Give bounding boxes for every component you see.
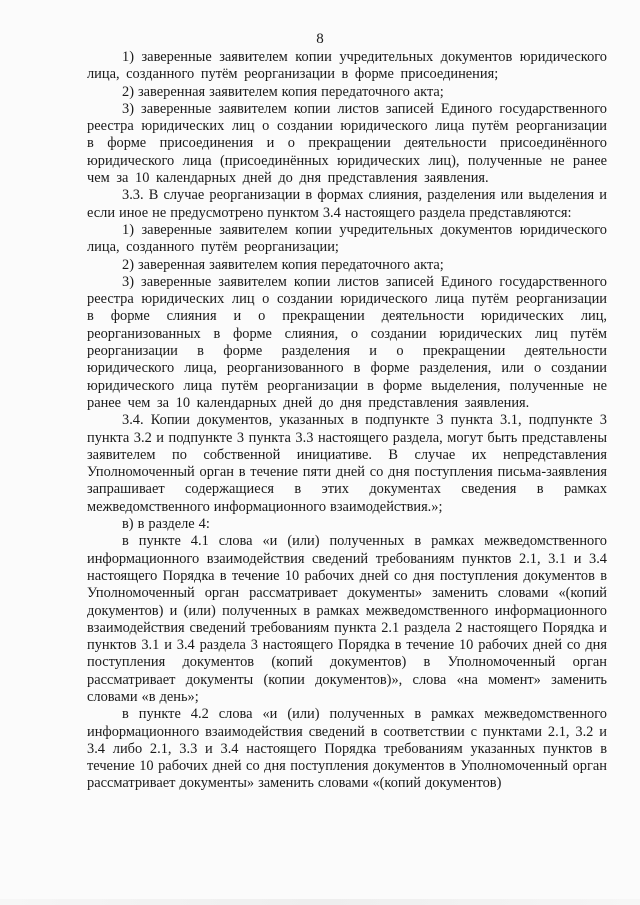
- scan-edge: [0, 899, 640, 905]
- document-body: [87, 49, 607, 793]
- paragraph-section-4-heading: в) в разделе 4:: [122, 516, 210, 533]
- paragraph-4-2-amendment: в пункте 4.2 слова «и (или) полученных в рамках межведомственного информационного взаимодействия сведений в соответствии с пунктами 2.1, 3.2 и 3.4 либо 2.1, 3.3 и 3.4 настоящего Порядка требованиям указанных пунктов в течение 10 рабочих дней со дня поступления документов в Уполномоченный орган рассматривает документы» заменить словами «(копий документов): [87, 706, 607, 792]
- paragraph-3-registry-records-merger: 3) заверенные заявителем копии листов записей Единого государственного реестра юридических лиц о создании юридического лица путём реорганизации в форме присоединения и о прекращении деятельности присоединённого юридического лица (присоединённых юридических лиц), полученные не ранее чем за 10 календарных дней до дня представления заявления.: [87, 100, 607, 187]
- paragraph-4-1-amendment: в пункте 4.1 слова «и (или) полученных в рамках межведомственного информационного взаимодействия сведений требованиям пунктов 2.1, 3.1 и 3.4 настоящего Порядка в течение 10 рабочих дней со дня поступления документов в Уполномоченный орган рассматривает документы» заменить словами «(копий документов) и (или) полученных в рамках межведомственного информационного взаимодействия сведений требованиям пункта 2.1 раздела 2 настоящего Порядка и пунктов 3.1 и 3.4 раздела 3 настоящего Порядка в течение 10 рабочих дней со дня поступления документов (копий документов) в Уполномоченный орган рассматривает документы (копии документов)», слова «на момент» заменить словами «в день»;: [87, 533, 607, 705]
- paragraph-3-registry-records-consolidation: 3) заверенные заявителем копии листов записей Единого государственного реестра юридических лиц о создании юридического лица путём реорганизации в форме слияния и о прекращении деятельности юридических лиц, реорганизованных в форме слияния, о создании юридических лиц путём реорганизации в форме разделения и о прекращении деятельности юридического лица, реорганизованного в форме разделения, или о создании юридического лица путём реорганизации в форме выделения, полученные не ранее чем за 10 календарных дней до дня представления заявления.: [87, 273, 607, 411]
- page-number: 8: [316, 31, 324, 47]
- paragraph-3-4-document-copies: 3.4. Копии документов, указанных в подпункте 3 пункта 3.1, подпункте 3 пункта 3.2 и подпункте 3 пункта 3.3 настоящего раздела, могут быть представлены заявителем по собственной инициативе. В случае их непредставления Уполномоченный орган в течение пяти дней со дня поступления письма-заявления запрашивает содержащиеся в этих документах сведения в рамках межведомственного информационного взаимодействия.»;: [87, 412, 607, 515]
- paragraph-1-reorganized-charter-copies: 1) заверенные заявителем копии учредительных документов юридического лица, созданного путём реорганизации;: [87, 221, 607, 256]
- paragraph-2-transfer-act-copy-second: 2) заверенная заявителем копия передаточного акта;: [122, 256, 444, 273]
- paragraph-3-3-reorganization-forms: 3.3. В случае реорганизации в формах слияния, разделения или выделения и если иное не предусмотрено пунктом 3.4 настоящего раздела представляются:: [87, 187, 607, 221]
- paragraph-2-transfer-act-copy: 2) заверенная заявителем копия передаточного акта;: [122, 83, 444, 100]
- paragraph-1-merger-charter-copies: 1) заверенные заявителем копии учредительных документов юридического лица, созданного путём реорганизации в форме присоединения;: [87, 49, 607, 83]
